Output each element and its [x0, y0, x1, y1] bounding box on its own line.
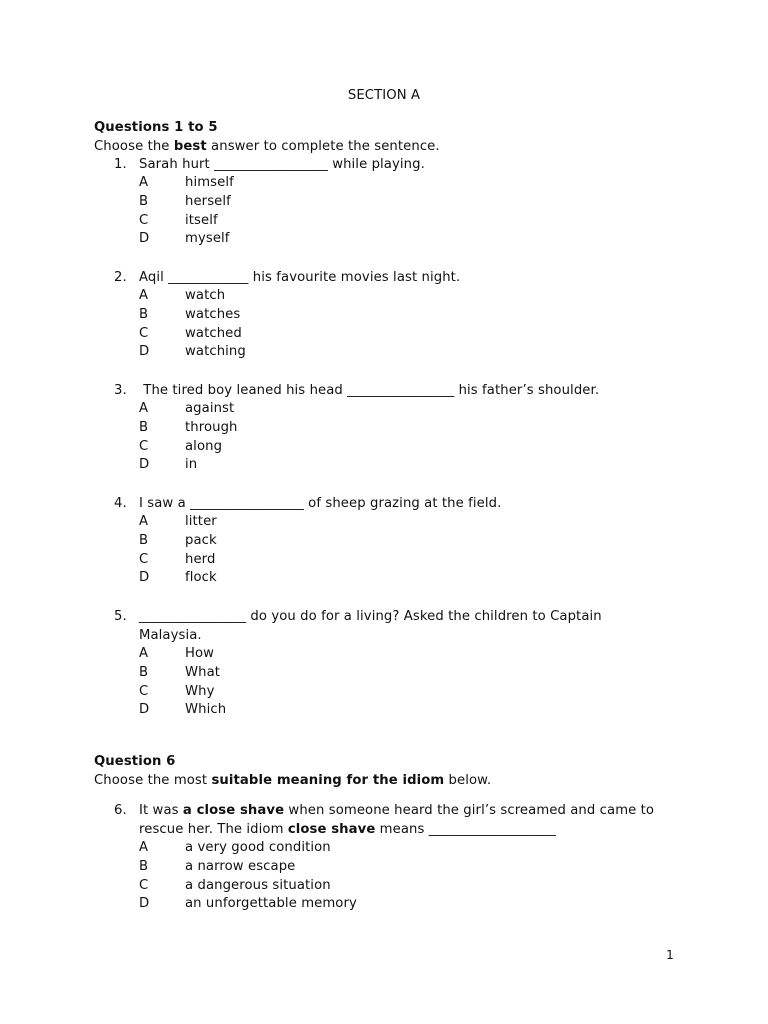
question-number: 5.: [114, 609, 127, 624]
option-a: [139, 287, 674, 306]
option-text: Which: [185, 702, 227, 718]
part1-instruction: [94, 137, 714, 156]
question-number: 4.: [114, 496, 127, 511]
part1-instruction-bold: best: [173, 139, 207, 154]
option-letter: A: [139, 840, 149, 855]
option-letter: D: [139, 457, 150, 473]
option-list: [139, 400, 674, 475]
option-a: [139, 174, 674, 193]
part2-heading: Question 6: [94, 754, 176, 769]
option-letter: D: [139, 702, 150, 718]
option-letter: C: [139, 438, 149, 454]
question-text: ________________ do you do for a living? Asked the children to Captain Malaysia.: [139, 609, 602, 643]
option-letter: B: [139, 532, 149, 548]
question-stem: [114, 494, 674, 513]
option-text: Why: [185, 683, 215, 699]
option-text: watching: [185, 344, 246, 360]
option-text: pack: [185, 532, 217, 548]
option-a: [139, 400, 674, 419]
option-text: herself: [185, 193, 231, 209]
option-d: [139, 569, 674, 588]
option-b: [139, 306, 674, 325]
option-text: an unforgettable memory: [185, 896, 357, 912]
question-text: I saw a _________________ of sheep grazing at the field.: [139, 496, 502, 511]
option-text: watches: [185, 306, 241, 322]
part1-heading: Questions 1 to 5: [94, 120, 218, 135]
option-text: herd: [185, 551, 216, 567]
option-d: [139, 456, 674, 475]
option-c: [139, 683, 674, 702]
option-list: [139, 287, 674, 362]
option-c: [139, 325, 674, 344]
question-text: The tired boy leaned his head ________________ his father’s shoulder.: [139, 383, 600, 398]
option-letter: A: [139, 288, 149, 303]
question-stem: [114, 607, 674, 645]
part1-header: [94, 118, 714, 156]
question-3: [114, 381, 674, 475]
q6-text-mid: when someone heard the girl’s screamed and came to rescue her. The idiom: [139, 803, 655, 837]
option-c: [139, 877, 674, 896]
part2-instruction-pre: Choose the most: [94, 773, 212, 788]
option-b: [139, 532, 674, 551]
part1-instruction-pre: Choose the: [94, 139, 174, 154]
option-letter: A: [139, 175, 149, 190]
option-list: [139, 174, 674, 249]
option-b: [139, 193, 674, 212]
question-2: [114, 268, 674, 362]
option-a: [139, 839, 674, 858]
part2-instruction-bold: suitable meaning for the idiom: [211, 773, 445, 788]
option-letter: C: [139, 877, 149, 893]
option-letter: A: [139, 401, 149, 416]
option-letter: A: [139, 514, 149, 529]
question-text: Aqil ____________ his favourite movies last night.: [139, 270, 461, 285]
part2-instruction: [94, 771, 714, 790]
option-letter: D: [139, 231, 150, 247]
option-letter: B: [139, 664, 149, 680]
option-text: myself: [185, 231, 230, 247]
option-text: along: [185, 438, 223, 454]
q6-text-pre: It was: [139, 803, 183, 818]
question-1: [114, 155, 674, 249]
option-c: [139, 551, 674, 570]
option-text: against: [185, 401, 235, 416]
question-4: [114, 494, 674, 588]
option-letter: D: [139, 344, 150, 360]
part2-instruction-post: below.: [444, 773, 492, 788]
question-number: 2.: [114, 270, 127, 285]
option-text: in: [185, 457, 198, 473]
part1-instruction-post: answer to complete the sentence.: [206, 139, 440, 154]
option-text: watched: [185, 325, 242, 341]
part2-header: [94, 752, 714, 790]
option-d: [139, 230, 674, 249]
option-list: [139, 839, 674, 914]
question-stem: [114, 268, 674, 287]
question-number: 1.: [114, 157, 127, 172]
option-text: litter: [185, 514, 217, 529]
question-stem: [114, 801, 674, 839]
option-list: [139, 513, 674, 588]
question-stem: [114, 155, 674, 174]
option-letter: D: [139, 896, 150, 912]
page-number: 1: [666, 948, 674, 962]
option-c: [139, 438, 674, 457]
option-letter: C: [139, 325, 149, 341]
option-letter: B: [139, 858, 149, 874]
option-b: [139, 419, 674, 438]
question-text: [139, 801, 674, 839]
option-text: itself: [185, 212, 218, 228]
option-c: [139, 212, 674, 231]
option-text: himself: [185, 175, 234, 190]
q6-idiom-bold: a close shave: [182, 803, 285, 818]
option-text: What: [185, 664, 221, 680]
option-letter: C: [139, 551, 149, 567]
option-letter: B: [139, 193, 149, 209]
option-letter: D: [139, 570, 150, 586]
question-6: [114, 801, 674, 914]
question-5: [114, 607, 674, 720]
option-letter: A: [139, 646, 149, 661]
option-d: [139, 701, 674, 720]
section-title: SECTION A: [347, 88, 421, 103]
option-text: a very good condition: [185, 840, 331, 855]
option-text: through: [185, 419, 238, 435]
option-text: watch: [185, 288, 226, 303]
question-text: Sarah hurt _________________ while playing.: [139, 157, 425, 172]
question-number: 3.: [114, 383, 127, 398]
option-text: flock: [185, 570, 217, 586]
option-b: [139, 664, 674, 683]
question-stem: [114, 381, 674, 400]
option-text: a dangerous situation: [185, 877, 331, 893]
question-number: 6.: [114, 803, 127, 818]
option-d: [139, 343, 674, 362]
option-list: [139, 645, 674, 720]
option-a: [139, 513, 674, 532]
option-letter: C: [139, 212, 149, 228]
option-b: [139, 858, 674, 877]
option-d: [139, 895, 674, 914]
option-text: a narrow escape: [185, 858, 296, 874]
q6-text-post: means ___________________: [375, 822, 556, 837]
option-letter: B: [139, 419, 149, 435]
option-text: How: [185, 646, 215, 661]
option-a: [139, 645, 674, 664]
q6-idiom-bold-2: close shave: [287, 822, 376, 837]
option-letter: B: [139, 306, 149, 322]
option-letter: C: [139, 683, 149, 699]
